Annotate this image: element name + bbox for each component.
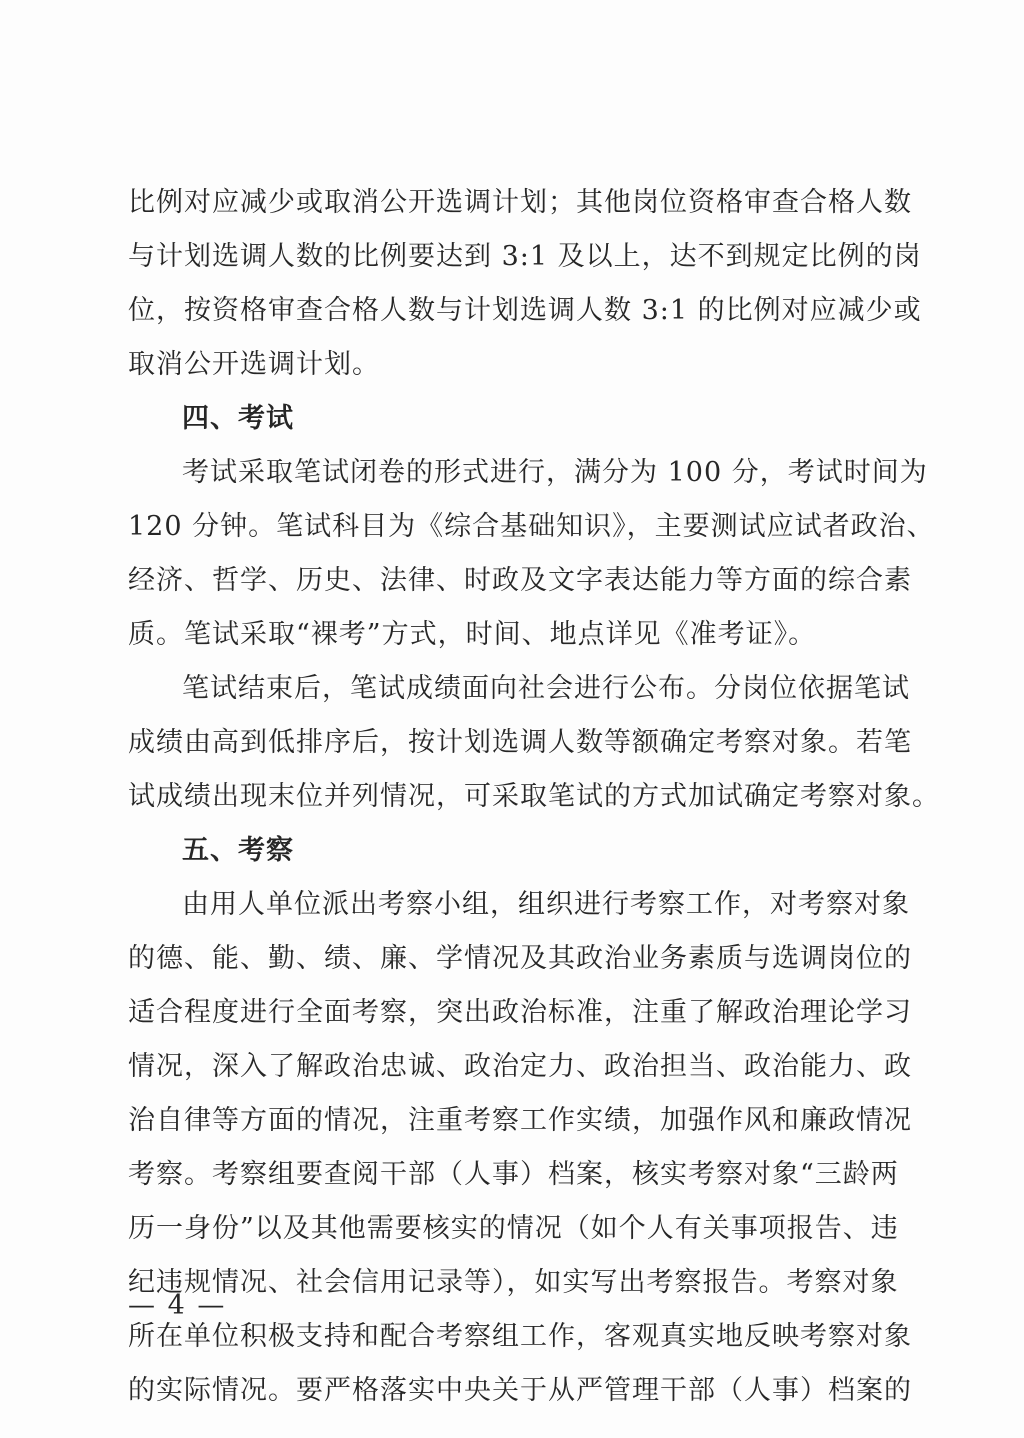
page-number: — 4 — — [128, 1290, 227, 1321]
paragraph-line: 的实际情况。要严格落实中央关于从严管理干部（人事）档案的 — [128, 1375, 912, 1406]
paragraph-line: 比例对应减少或取消公开选调计划；其他岗位资格审查合格人数 — [128, 187, 912, 218]
paragraph-line: 试成绩出现末位并列情况，可采取笔试的方式加试确定考察对象。 — [128, 781, 940, 812]
section-heading-exam: 四、考试 — [182, 403, 294, 434]
paragraph-line: 位，按资格审查合格人数与计划选调人数 3:1 的比例对应减少或 — [128, 295, 922, 326]
paragraph-line: 纪违规情况、社会信用记录等），如实写出考察报告。考察对象 — [128, 1267, 899, 1298]
paragraph-line: 情况，深入了解政治忠诚、政治定力、政治担当、政治能力、政 — [128, 1051, 912, 1082]
paragraph-line: 与计划选调人数的比例要达到 3:1 及以上，达不到规定比例的岗 — [128, 241, 922, 272]
paragraph-line: 成绩由高到低排序后，按计划选调人数等额确定考察对象。若笔 — [128, 727, 912, 758]
paragraph-line: 所在单位积极支持和配合考察组工作，客观真实地反映考察对象 — [128, 1321, 912, 1352]
paragraph-line: 经济、哲学、历史、法律、时政及文字表达能力等方面的综合素 — [128, 565, 912, 596]
section-heading-inspection: 五、考察 — [182, 835, 294, 866]
paragraph-line: 适合程度进行全面考察，突出政治标准，注重了解政治理论学习 — [128, 997, 912, 1028]
paragraph-line: 治自律等方面的情况，注重考察工作实绩，加强作风和廉政情况 — [128, 1105, 912, 1136]
paragraph-line: 考试采取笔试闭卷的形式进行，满分为 100 分，考试时间为 — [182, 457, 928, 488]
paragraph-line: 考察。考察组要查阅干部（人事）档案，核实考察对象“三龄两 — [128, 1159, 899, 1190]
paragraph-line: 质。笔试采取“裸考”方式，时间、地点详见《准考证》。 — [128, 619, 817, 650]
paragraph-line: 的德、能、勤、绩、廉、学情况及其政治业务素质与选调岗位的 — [128, 943, 912, 974]
paragraph-line: 由用人单位派出考察小组，组织进行考察工作，对考察对象 — [182, 889, 910, 920]
paragraph-line: 笔试结束后，笔试成绩面向社会进行公布。分岗位依据笔试 — [182, 673, 910, 704]
paragraph-line: 历一身份”以及其他需要核实的情况（如个人有关事项报告、违 — [128, 1213, 899, 1244]
paragraph-line: 取消公开选调计划。 — [128, 349, 380, 380]
document-body — [128, 176, 940, 1418]
paragraph-line: 120 分钟。笔试科目为《综合基础知识》，主要测试应试者政治、 — [128, 511, 935, 542]
